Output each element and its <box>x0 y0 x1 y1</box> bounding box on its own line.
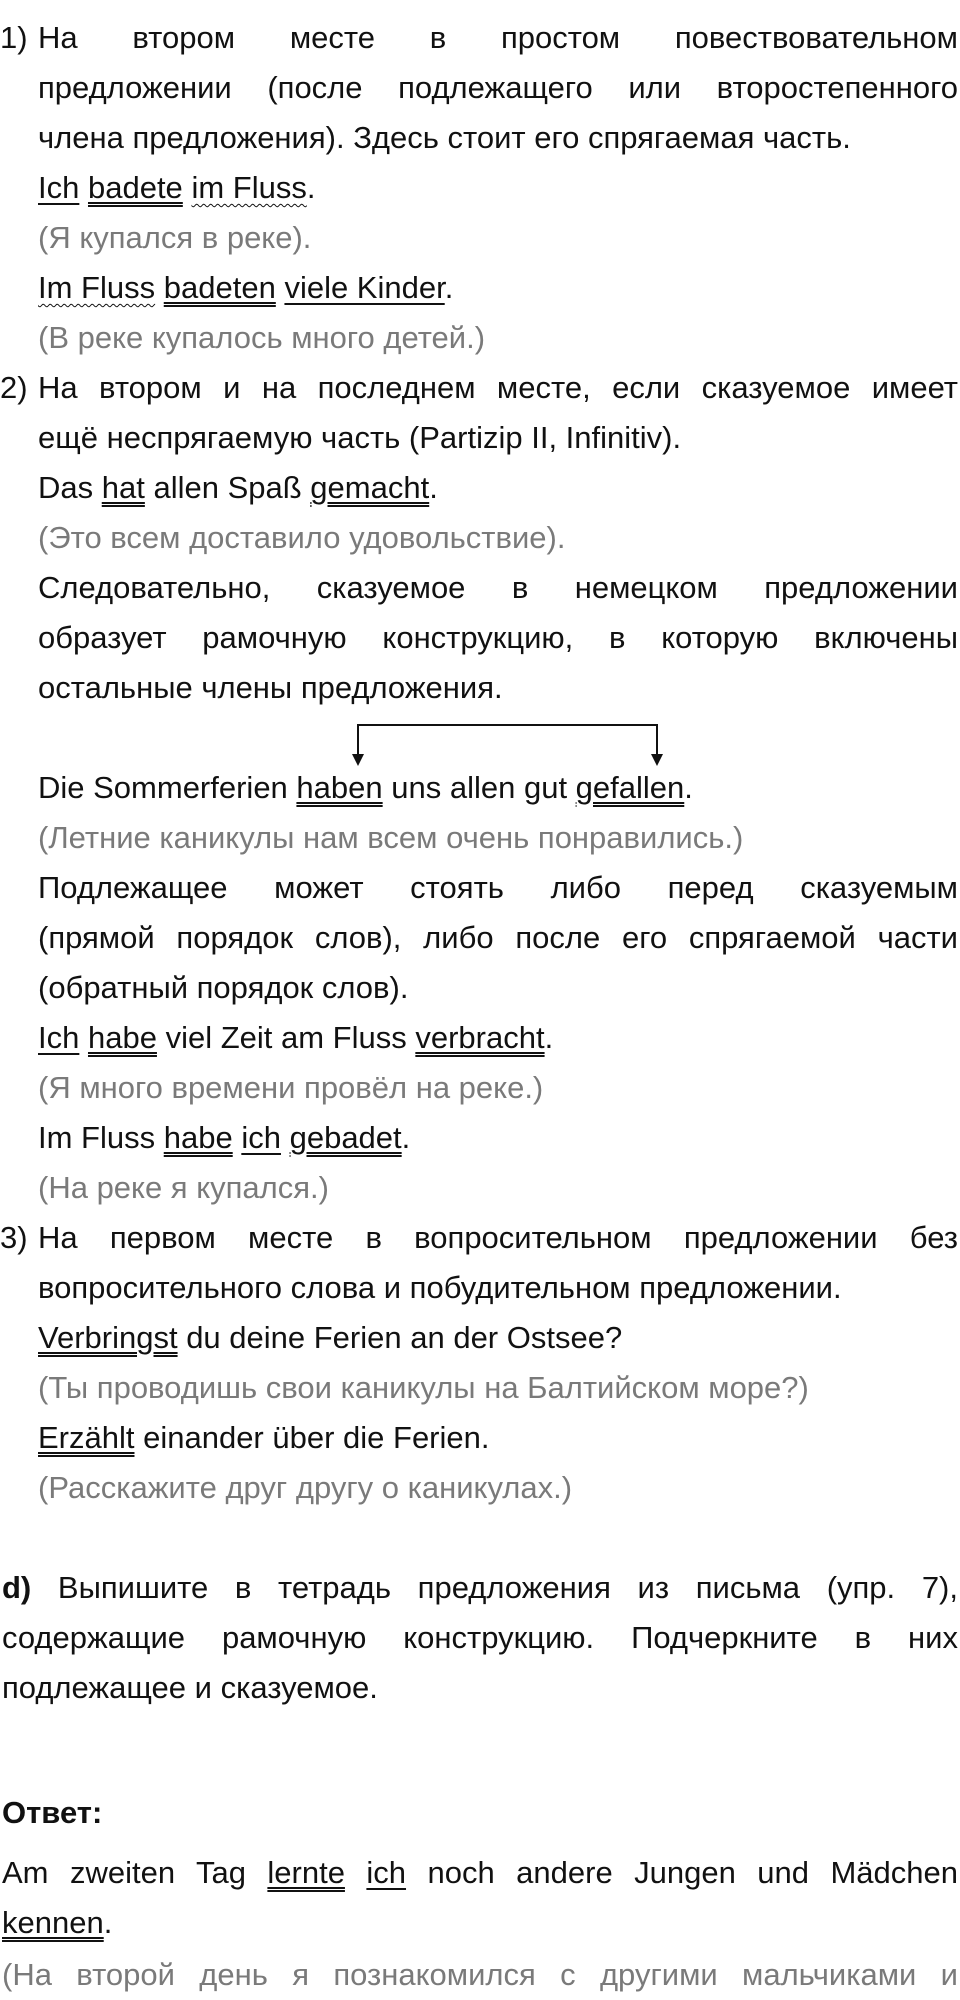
example-text: Das <box>38 470 102 505</box>
item-2-para2-line-3: (обратный порядок слов). <box>38 970 409 1005</box>
task-d-line-3: подлежащее и сказуемое. <box>2 1670 378 1705</box>
subject-word: Ich <box>38 1020 80 1055</box>
predicate-word: hat <box>101 470 145 505</box>
item-2-example-3 <box>38 1013 958 1063</box>
item-1-example-1 <box>38 163 958 213</box>
item-2-translation-2: (Летние каникулы нам всем очень понравились.) <box>38 820 744 855</box>
answer-line-2 <box>2 1898 958 1948</box>
item-1-line-3: члена предложения). Здесь стоит его спрягаемая часть. <box>38 120 851 155</box>
item-2-para-line-1: Следовательно, сказуемое в немецком предложении <box>38 570 958 605</box>
frame-construction-arrow <box>0 714 960 766</box>
predicate-word: kennen <box>2 1905 104 1940</box>
predicate-word: habe <box>87 1020 157 1055</box>
item-2-translation-4: (На реке я купался.) <box>38 1170 329 1205</box>
item-2-para-line-2: образует рамочную конструкцию, в которую включены <box>38 620 958 655</box>
punctuation: . <box>544 1020 554 1055</box>
item-1-example-2 <box>38 263 958 313</box>
task-d-line-1 <box>2 1563 958 1613</box>
punctuation: . <box>401 1120 411 1155</box>
example-text: viel Zeit am Fluss <box>156 1020 416 1055</box>
task-text: Выпишите в тетрадь предложения из письма (упр. 7), <box>31 1570 958 1605</box>
item-1-line-1: На втором месте в простом повествовательном <box>38 20 958 55</box>
predicate-word: badeten <box>163 270 276 305</box>
predicate-word: badete <box>87 170 183 205</box>
item-1-translation-2: (В реке купалось много детей.) <box>38 320 486 355</box>
task-label: d) <box>2 1570 32 1605</box>
punctuation: . <box>306 170 316 205</box>
item-2-translation-3: (Я много времени провёл на реке.) <box>38 1070 544 1105</box>
item-2-para2-line-1: Подлежащее может стоять либо перед сказуемым <box>38 870 958 905</box>
item-3-translation-2: (Расскажите друг другу о каникулах.) <box>38 1470 573 1505</box>
example-text: Am zweiten Tag <box>2 1855 268 1890</box>
predicate-word: haben <box>296 770 383 805</box>
item-3-line-1: На первом месте в вопросительном предложении без <box>38 1220 958 1255</box>
item-2-para2-line-2: (прямой порядок слов), либо после его спрягаемой части <box>38 920 958 955</box>
predicate-word: Erzählt <box>38 1420 135 1455</box>
item-2-example-4 <box>38 1113 958 1163</box>
example-text: uns allen gut <box>382 770 576 805</box>
adverbial-word: Im Fluss <box>38 270 156 305</box>
predicate-word: gemacht <box>310 470 430 505</box>
item-1-line-2: предложении (после подлежащего или второстепенного <box>38 70 958 105</box>
item-2-translation-1: (Это всем доставило удовольствие). <box>38 520 566 555</box>
item-2-example-2 <box>38 763 958 813</box>
item-3-line-2: вопросительного слова и побудительном предложении. <box>38 1270 842 1305</box>
predicate-word: lernte <box>267 1855 345 1890</box>
subject-word: ich <box>366 1855 407 1890</box>
item-3-translation-1: (Ты проводишь свои каникулы на Балтийском море?) <box>38 1370 809 1405</box>
predicate-word: gefallen <box>575 770 685 805</box>
example-text: Die Sommerferien <box>38 770 297 805</box>
punctuation: . <box>103 1905 113 1940</box>
task-d-line-2: содержащие рамочную конструкцию. Подчеркните в них <box>2 1620 958 1655</box>
punctuation: . <box>444 270 454 305</box>
answer-line-1 <box>2 1848 958 1898</box>
item-2-line-2: ещё неспрягаемую часть (Partizip II, Infinitiv). <box>38 420 682 455</box>
subject-word: viele Kinder <box>284 270 445 305</box>
punctuation: . <box>684 770 693 805</box>
predicate-word: verbracht <box>415 1020 545 1055</box>
item-3-example-1 <box>38 1313 958 1363</box>
item-3-example-2 <box>38 1413 958 1463</box>
item-2-example-1 <box>38 463 958 513</box>
item-1-number: 1) <box>0 20 28 55</box>
example-text: Im Fluss <box>38 1120 164 1155</box>
subject-word: Ich <box>38 170 80 205</box>
example-text: allen Spaß <box>144 470 311 505</box>
predicate-word: habe <box>163 1120 233 1155</box>
item-3-number: 3) <box>0 1220 28 1255</box>
punctuation: . <box>429 470 438 505</box>
answer-translation: (На второй день я познакомился с другими мальчиками и <box>2 1957 958 1992</box>
item-2-line-1: На втором и на последнем месте, если сказуемое имеет <box>38 370 958 405</box>
subject-word: ich <box>241 1120 281 1155</box>
example-text: einander über die Ferien. <box>134 1420 490 1455</box>
example-text: noch andere Jungen und Mädchen <box>406 1855 958 1890</box>
item-2-number: 2) <box>0 370 28 405</box>
item-1-translation-1: (Я купался в реке). <box>38 220 312 255</box>
predicate-word: Verbringst <box>38 1320 178 1355</box>
example-text: du deine Ferien an der Ostsee? <box>177 1320 623 1355</box>
predicate-word: gebadet <box>289 1120 402 1155</box>
adverbial-word: im Fluss <box>191 170 307 205</box>
answer-heading: Ответ: <box>2 1795 103 1830</box>
item-2-para-line-3: остальные члены предложения. <box>38 670 503 705</box>
